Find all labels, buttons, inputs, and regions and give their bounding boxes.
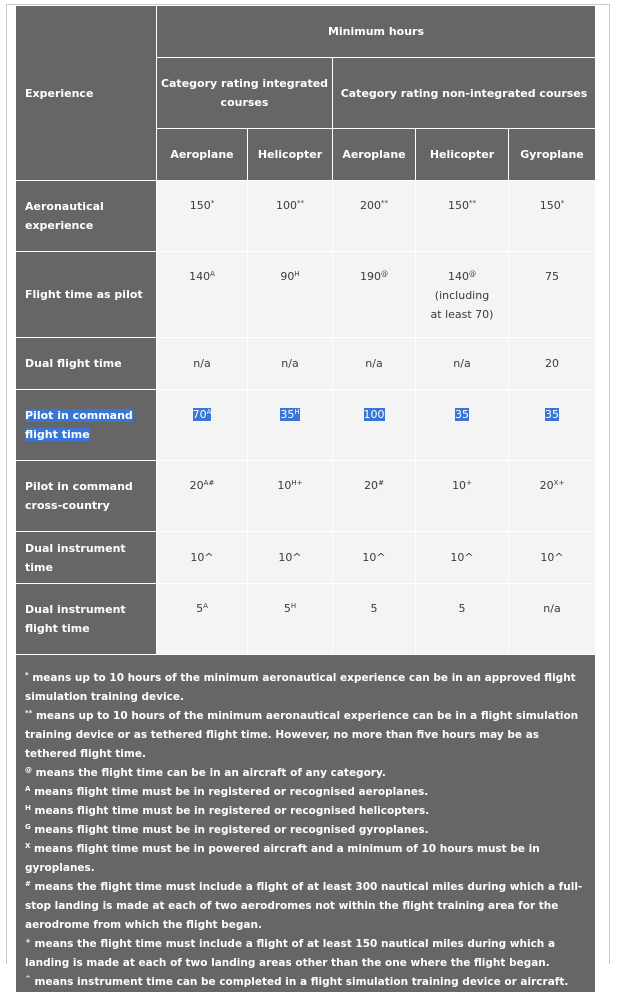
cell-number: n/a <box>365 357 383 370</box>
table-cell <box>157 390 248 461</box>
row-label: Dual instrument time <box>25 541 126 574</box>
table-cell <box>416 584 509 655</box>
table-cell <box>509 584 596 655</box>
cell-number: 20 <box>364 479 379 492</box>
cell-value <box>448 199 476 212</box>
table-cell <box>248 461 333 532</box>
cell-number: 150 <box>189 199 211 212</box>
cell-number: 90 <box>280 270 295 283</box>
footnote <box>25 973 587 992</box>
cell-number: 5 <box>196 602 204 615</box>
footnote-text: means flight time must be in registered or recognised helicopters. <box>30 805 430 817</box>
footnotes <box>16 655 596 993</box>
footnote-symbol: + <box>25 937 31 945</box>
table-cell <box>157 584 248 655</box>
cell-footnote-marker: @ <box>469 270 476 278</box>
table-cell <box>416 181 509 252</box>
table-cell <box>157 461 248 532</box>
footnote-symbol: # <box>25 880 31 888</box>
cell-number: 20 <box>189 479 204 492</box>
cell-number: 20 <box>539 479 554 492</box>
footnote-text: means up to 10 hours of the minimum aeronautical experience can be in a flight simulation training device or as tethered flight time. However, no more than five hours may be as tethered flight time. <box>25 710 579 760</box>
table-cell <box>157 532 248 584</box>
column-header-aeroplane: Aeroplane <box>157 129 248 181</box>
cell-number: 35 <box>280 408 295 421</box>
footnote <box>25 878 587 935</box>
footnote <box>25 802 587 821</box>
table-cell <box>416 532 509 584</box>
cell-number: 5 <box>370 602 378 615</box>
cell-footnote-marker: ** <box>469 199 476 207</box>
table-cell <box>416 338 509 390</box>
row-header <box>16 584 157 655</box>
row-header <box>16 252 157 338</box>
cell-value <box>190 479 215 492</box>
table-row <box>16 390 596 461</box>
cell-number: 10^ <box>540 551 564 564</box>
minimum-hours-header: Minimum hours <box>157 6 596 58</box>
cell-number: 100 <box>363 408 385 421</box>
cell-footnote-marker: H <box>294 270 300 278</box>
cell-number: 10^ <box>362 551 386 564</box>
footnote <box>25 764 587 783</box>
table-cell <box>248 584 333 655</box>
cell-value <box>364 479 384 492</box>
footnote-text: means the flight time must include a flight of at least 150 nautical miles during which a landing is made at each of two landing areas other than the one where the flight began. <box>25 938 556 969</box>
cell-value <box>459 602 466 615</box>
table-cell <box>248 181 333 252</box>
footnote-text: means the flight time can be in an aircraft of any category. <box>32 767 386 779</box>
cell-number: n/a <box>193 357 211 370</box>
cell-value <box>540 479 565 492</box>
column-header-helicopter: Helicopter <box>416 129 509 181</box>
cell-number: 190 <box>360 270 381 283</box>
minimum-hours-table <box>15 5 596 993</box>
cell-value <box>190 199 215 212</box>
table-cell <box>509 252 596 338</box>
cell-footnote-marker: A <box>210 270 215 278</box>
table-cell <box>416 461 509 532</box>
table-cell <box>509 461 596 532</box>
cell-value <box>450 551 473 564</box>
cell-value <box>360 270 388 283</box>
footnote-symbol: H <box>25 804 31 812</box>
row-label: Dual instrument flight time <box>25 603 126 635</box>
cell-value <box>364 408 385 421</box>
footnote-text: means flight time must be in registered or recognised aeroplanes. <box>30 786 429 798</box>
table-row <box>16 532 596 584</box>
cell-value <box>455 408 469 421</box>
footnote-symbol: A <box>25 785 31 793</box>
cell-number: 70 <box>192 408 207 421</box>
footnote-text: means up to 10 hours of the minimum aeronautical experience can be in an approved flight simulation training device. <box>25 672 576 703</box>
cell-value <box>190 551 213 564</box>
cell-number: 150 <box>448 199 469 212</box>
table-cell <box>333 584 416 655</box>
footnote <box>25 821 587 840</box>
cell-value <box>540 551 563 564</box>
table-cell <box>333 532 416 584</box>
integrated-courses-header: Category rating integrated courses <box>157 58 333 129</box>
table-cell <box>333 461 416 532</box>
cell-value <box>280 270 299 283</box>
cell-footnote-marker: H <box>290 602 297 610</box>
table-cell <box>509 338 596 390</box>
table-cell <box>157 252 248 338</box>
cell-footnote-marker: + <box>466 479 472 487</box>
cell-value <box>278 551 301 564</box>
cell-footnote-marker: H <box>294 408 300 416</box>
row-label: Flight time as pilot <box>25 288 143 301</box>
column-header-aeroplane: Aeroplane <box>333 129 416 181</box>
cell-value <box>365 357 382 370</box>
cell-footnote-marker: @ <box>381 270 388 278</box>
cell-value <box>545 408 559 421</box>
footnote <box>25 783 587 802</box>
cell-footnote-marker: * <box>210 199 215 207</box>
experience-header: Experience <box>16 6 157 181</box>
footnote-text: means instrument time can be completed in a flight simulation training device or aircraft. <box>30 976 569 988</box>
table-cell <box>509 181 596 252</box>
cell-number: 5 <box>458 602 466 615</box>
cell-number: 20 <box>545 357 559 370</box>
cell-number: 10^ <box>450 551 474 564</box>
cell-number: 10^ <box>278 551 302 564</box>
footnote-symbol: G <box>25 823 31 831</box>
non-integrated-courses-header: Category rating non-integrated courses <box>333 58 596 129</box>
cell-value <box>360 199 388 212</box>
cell-footnote-marker: * <box>560 199 565 207</box>
footnote <box>25 669 587 707</box>
table-cell <box>333 181 416 252</box>
table-cell <box>333 338 416 390</box>
cell-value <box>276 199 304 212</box>
cell-number: 200 <box>360 199 381 212</box>
cell-value <box>280 408 299 421</box>
cell-footnote-marker: ** <box>297 199 304 207</box>
cell-value <box>371 602 378 615</box>
cell-number: 10 <box>452 479 467 492</box>
cell-number: n/a <box>453 357 471 370</box>
cell-footnote-marker: X+ <box>553 479 565 487</box>
row-header <box>16 461 157 532</box>
footnote-symbol: ^ <box>25 975 31 983</box>
cell-value <box>362 551 385 564</box>
cell-value <box>448 270 476 283</box>
cell-value <box>189 270 215 283</box>
table-row <box>16 584 596 655</box>
table-cell <box>248 390 333 461</box>
cell-number: 140 <box>189 270 211 283</box>
footnote-symbol: ** <box>25 709 33 717</box>
footnote-text: means flight time must be in registered or recognised gyroplanes. <box>30 824 429 836</box>
table-cell <box>416 390 509 461</box>
cell-value <box>281 357 298 370</box>
cell-number: 140 <box>448 270 469 283</box>
cell-value <box>284 602 296 615</box>
cell-value <box>277 479 302 492</box>
table-cell <box>248 252 333 338</box>
cell-value <box>545 270 559 283</box>
table-cell <box>248 338 333 390</box>
cell-number: 10 <box>277 479 292 492</box>
cell-value <box>193 408 212 421</box>
row-label: Aeronautical experience <box>25 200 104 232</box>
cell-footnote-marker: ** <box>381 199 388 207</box>
footnote <box>25 935 587 973</box>
cell-number: 35 <box>455 408 469 421</box>
cell-number: 10^ <box>190 551 214 564</box>
footnote-symbol: * <box>25 671 29 679</box>
table-row <box>16 252 596 338</box>
footnote-symbol: @ <box>25 766 32 774</box>
table-cell <box>248 532 333 584</box>
table-cell <box>333 390 416 461</box>
cell-footnote-marker: A# <box>203 479 215 487</box>
row-header <box>16 532 157 584</box>
cell-footnote-marker: # <box>378 479 384 487</box>
cell-number: n/a <box>543 602 561 615</box>
footnote-symbol: X <box>25 842 31 850</box>
cell-value <box>452 479 472 492</box>
cell-value <box>543 602 560 615</box>
cell-number: 75 <box>545 270 559 283</box>
cell-footnote-marker: A <box>203 602 208 610</box>
cell-number: 150 <box>539 199 561 212</box>
row-label: Pilot in command cross-country <box>25 480 133 512</box>
footnote-text: means flight time must be in powered aircraft and a minimum of 10 hours must be in gyroplanes. <box>25 843 540 874</box>
cell-number: 100 <box>276 199 297 212</box>
cell-note: (including at least 70) <box>430 289 494 321</box>
cell-footnote-marker: H+ <box>291 479 303 487</box>
row-label: Dual flight time <box>25 357 122 370</box>
cell-value <box>545 357 559 370</box>
table-row <box>16 461 596 532</box>
cell-number: 5 <box>283 602 291 615</box>
table-cell <box>509 532 596 584</box>
table-cell <box>416 252 509 338</box>
column-header-helicopter: Helicopter <box>248 129 333 181</box>
table-cell <box>333 252 416 338</box>
row-label: Pilot in command flight time <box>25 409 133 441</box>
cell-value <box>196 602 208 615</box>
footnote <box>25 840 587 878</box>
table-row <box>16 181 596 252</box>
cell-value <box>540 199 565 212</box>
footnote-text: means the flight time must include a flight of at least 300 nautical miles during which a full-stop landing is made at each of two aerodromes not within the flight training area for the aerodrome from which the flight began. <box>25 881 583 931</box>
footnote <box>25 707 587 764</box>
table-cell <box>157 181 248 252</box>
cell-number: n/a <box>281 357 299 370</box>
table-cell <box>509 390 596 461</box>
cell-value <box>453 357 470 370</box>
column-header-gyroplane: Gyroplane <box>509 129 596 181</box>
table-row <box>16 338 596 390</box>
row-header <box>16 181 157 252</box>
cell-number: 35 <box>545 408 559 421</box>
row-header <box>16 390 157 461</box>
row-header <box>16 338 157 390</box>
cell-value <box>193 357 210 370</box>
cell-footnote-marker: A <box>206 408 212 416</box>
table-cell <box>157 338 248 390</box>
